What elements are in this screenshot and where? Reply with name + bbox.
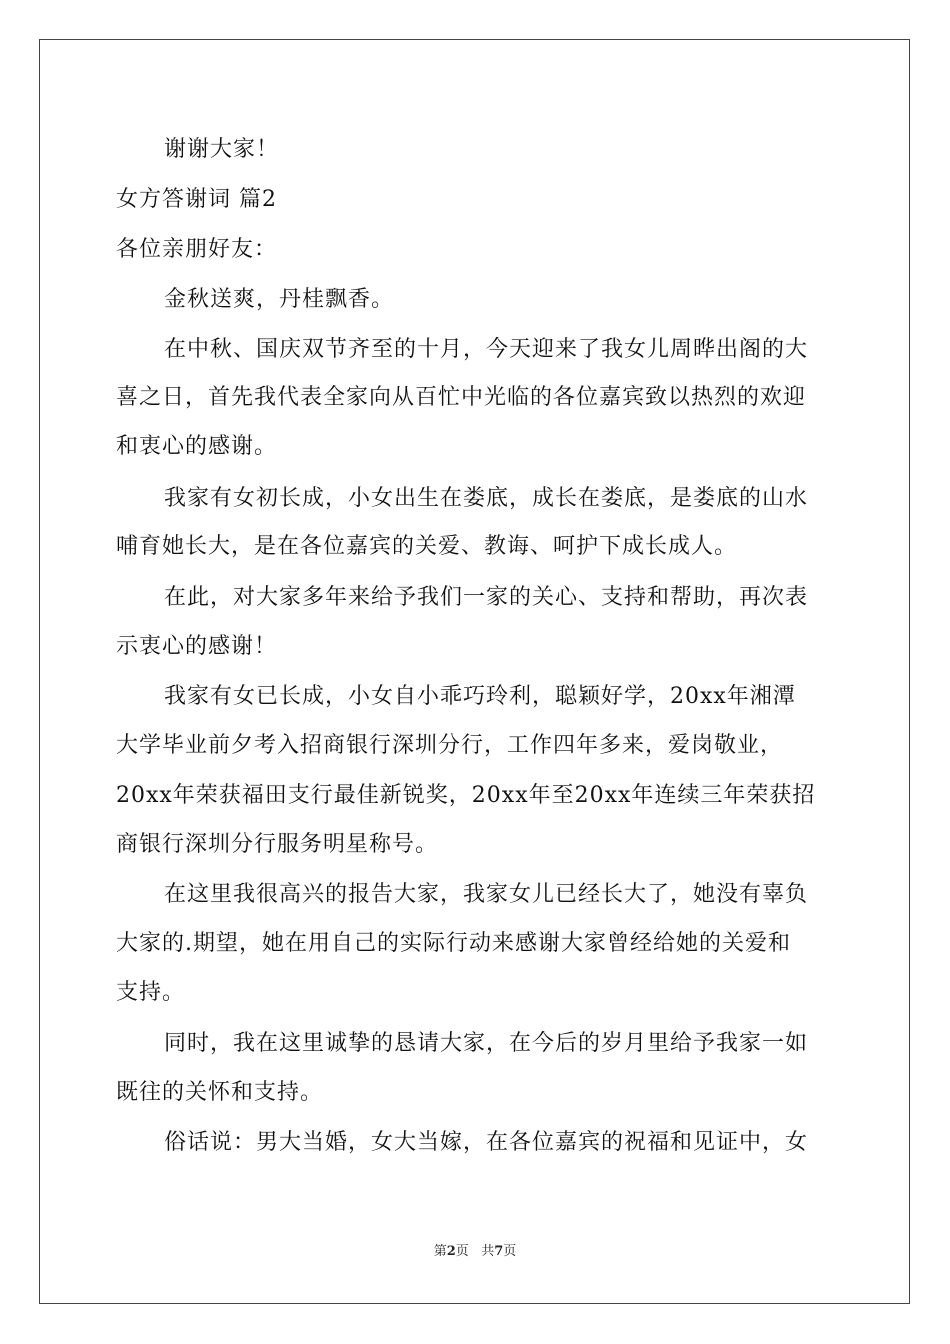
paragraph-line: 同时，我在这里诚挚的恳请大家，在今后的岁月里给予我家一如 [164, 1031, 809, 1056]
salutation: 各位亲朋好友： [116, 237, 278, 262]
page-suffix: 页 [455, 1244, 469, 1259]
paragraph-line: 俗话说：男大当婚，女大当嫁，在各位嘉宾的祝福和见证中，女 [164, 1130, 809, 1155]
paragraph-line: 支持。 [116, 980, 186, 1005]
paragraph-line: 20xx年荣获福田支行最佳新锐奖，20xx年至20xx年连续三年荣获招 [116, 783, 816, 808]
paragraph-line: 既往的关怀和支持。 [116, 1080, 324, 1105]
page-prefix: 第 [433, 1244, 447, 1259]
paragraph-line: 大家的.期望，她在用自己的实际行动来感谢大家曾经给她的关爱和 [116, 931, 791, 956]
paragraph-line: 喜之日，首先我代表全家向从百忙中光临的各位嘉宾致以热烈的欢迎 [116, 385, 807, 410]
page-border [39, 39, 910, 1304]
paragraph-line: 在中秋、国庆双节齐至的十月，今天迎来了我女儿周晔出阁的大 [164, 337, 809, 362]
paragraph-line: 大学毕业前夕考入招商银行深圳分行，工作四年多来，爱岗敬业， [116, 733, 784, 758]
page-number: 2 [446, 1244, 456, 1259]
total-prefix: 共 [481, 1244, 495, 1259]
paragraph-line: 示衷心的感谢！ [116, 634, 278, 659]
closing-line: 谢谢大家！ [164, 137, 280, 162]
paragraph-line: 在此，对大家多年来给予我们一家的关心、支持和帮助，再次表 [164, 585, 809, 610]
paragraph-line: 商银行深圳分行服务明星称号。 [116, 832, 439, 857]
paragraph-line: 和衷心的感谢。 [116, 434, 278, 459]
total-pages: 7 [494, 1244, 504, 1259]
paragraph-line: 哺育她长大，是在各位嘉宾的关爱、教诲、呵护下成长成人。 [116, 534, 738, 559]
paragraph-line: 在这里我很高兴的报告大家，我家女儿已经长大了，她没有辜负 [164, 882, 809, 907]
section-heading: 女方答谢词 篇2 [116, 187, 277, 212]
paragraph-line: 我家有女初长成，小女出生在娄底，成长在娄底，是娄底的山水 [164, 486, 809, 511]
page-footer [0, 1243, 950, 1261]
paragraph-line: 金秋送爽，丹桂飘香。 [164, 287, 395, 312]
total-suffix: 页 [503, 1244, 517, 1259]
paragraph-line: 我家有女已长成，小女自小乖巧玲利，聪颖好学，20xx年湘潭 [164, 684, 796, 709]
